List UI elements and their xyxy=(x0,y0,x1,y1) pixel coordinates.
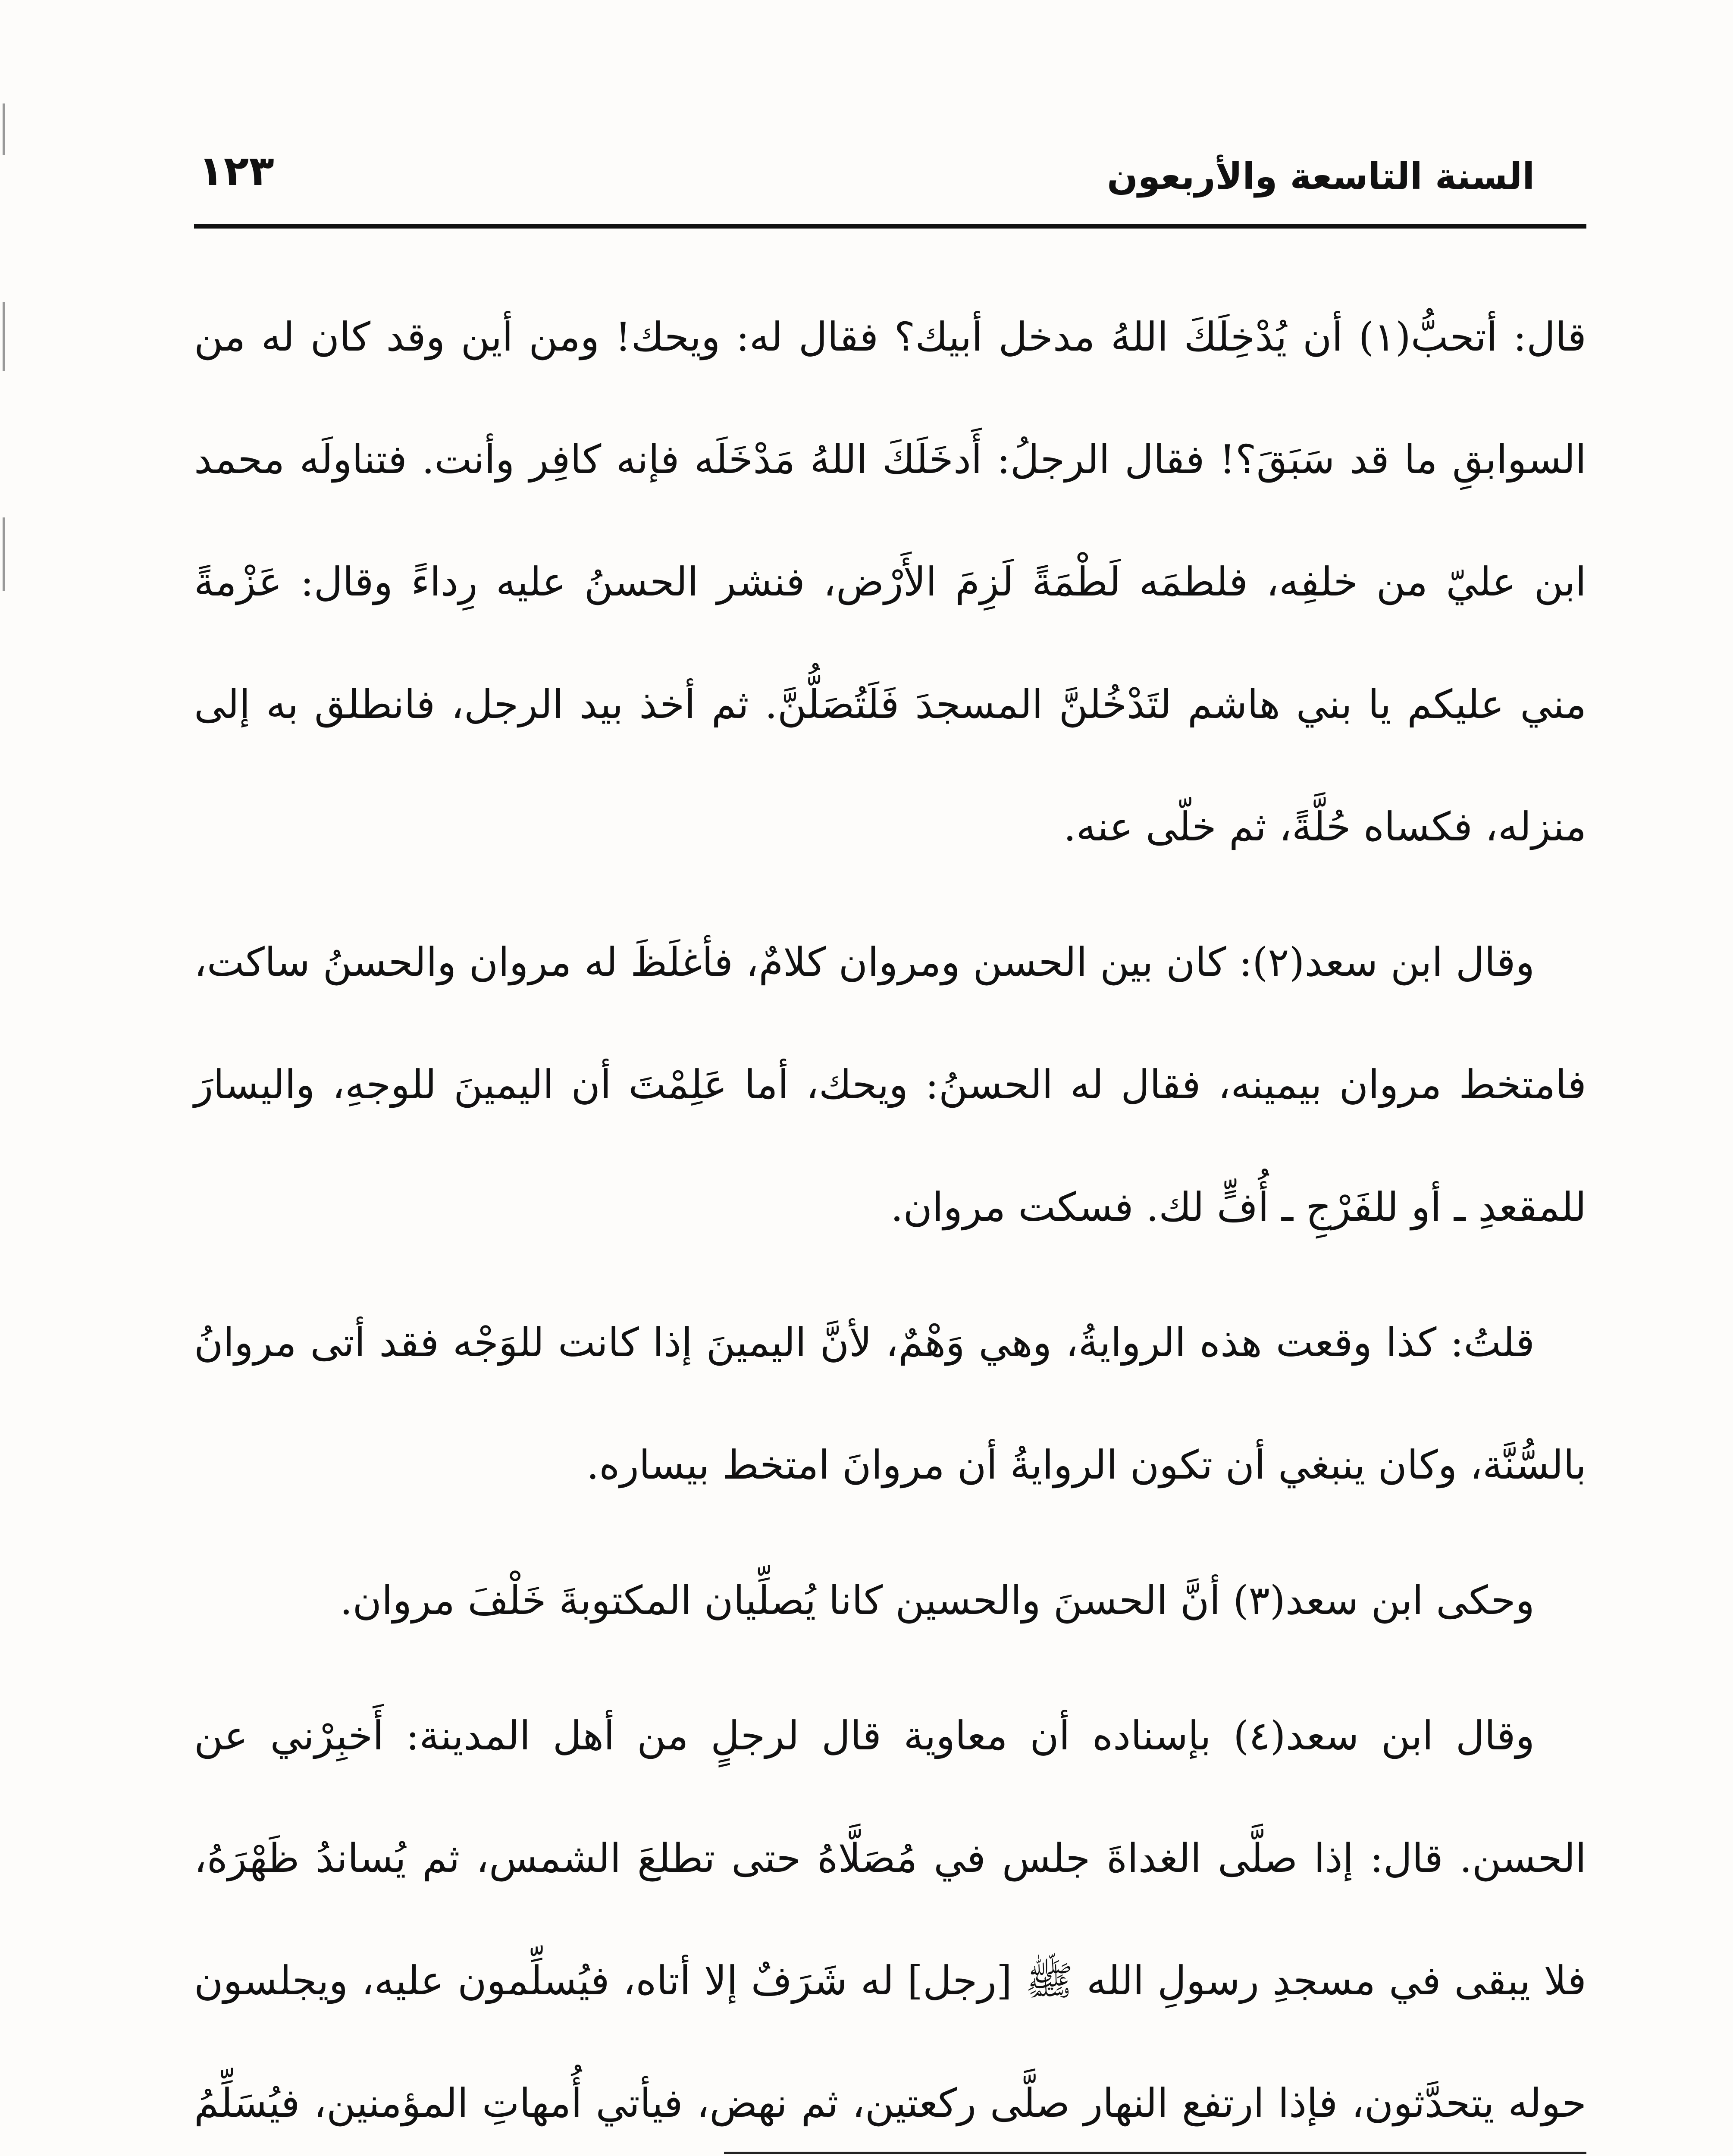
footnote-rule xyxy=(724,2152,1586,2154)
paragraph-4: وحكى ابن سعد(٣) أنَّ الحسنَ والحسين كانا يُصلِّيان المكتوبةَ خَلْفَ مروان. xyxy=(340,1577,1535,1623)
scan-edge-mark xyxy=(3,103,5,155)
paragraph-5: وقال ابن سعد(٤) بإسناده أن معاوية قال لرجلٍ من أهل المدينة: أَخبِرْني عن الحسن. قال: إذا صلَّى الغداةَ جلس في مُصَلَّاهُ حتى تطلعَ الشمس، ثم يُساندُ ظَهْرَهُ، فلا يبقى في مسجدِ رسولِ الله ﷺ [رجل] له شَرَفٌ إلا أتاه، فيُسلِّمون عليه، ويجلسون حوله يتحدَّثون، فإذا ارتفع النهار صلَّى ركعتين، ثم نهض، فيأتي أُمهاتِ المؤمنين، فيُسَلِّمُ xyxy=(194,1713,1586,2126)
paragraph-2: وقال ابن سعد(٢): كان بين الحسن ومروان كلامٌ، فأغلَظَ له مروان والحسنُ ساكت، فامتخط مروان بيمينه، فقال له الحسنُ: ويحك، أما عَلِمْتَ أن اليمينَ للوجهِ، واليسارَ للمقعدِ ـ أو للفَرْجِ ـ أُفٍّ لك. فسكت مروان. xyxy=(194,939,1586,1230)
header-rule xyxy=(194,224,1586,229)
body-text xyxy=(194,276,1586,2156)
paragraph-3: قلتُ: كذا وقعت هذه الروايةُ، وهي وَهْمٌ، لأنَّ اليمينَ إذا كانت للوَجْه فقد أتى مروانُ بالسُّنَّة، وكان ينبغي أن تكون الروايةُ أن مروانَ امتخط بيساره. xyxy=(194,1319,1586,1488)
running-title: السنة التاسعة والأربعون xyxy=(1107,155,1535,197)
scan-edge-mark xyxy=(3,517,5,591)
page-number: ١٢٣ xyxy=(198,147,274,195)
paragraph-1: قال: أتحبُّ(١) أن يُدْخِلَكَ اللهُ مدخل أبيك؟ فقال له: ويحك! ومن أين وقد كان له من السوابقِ ما قد سَبَقَ؟! فقال الرجلُ: أَدخَلَكَ اللهُ مَدْخَلَه فإنه كافِر وأنت. فتناولَه محمد ابن عليّ من خلفِه، فلطمَه لَطْمَةً لَزِمَ الأَرْض، فنشر الحسنُ عليه رِداءً وقال: عَزْمةً مني عليكم يا بني هاشم لتَدْخُلنَّ المسجدَ فَلَتُصَلُّنَّ. ثم أخذ بيد الرجل، فانطلق به إلى منزله، فكساه حُلَّةً، ثم خلّى عنه. xyxy=(194,314,1586,850)
scan-edge-mark xyxy=(3,302,5,371)
